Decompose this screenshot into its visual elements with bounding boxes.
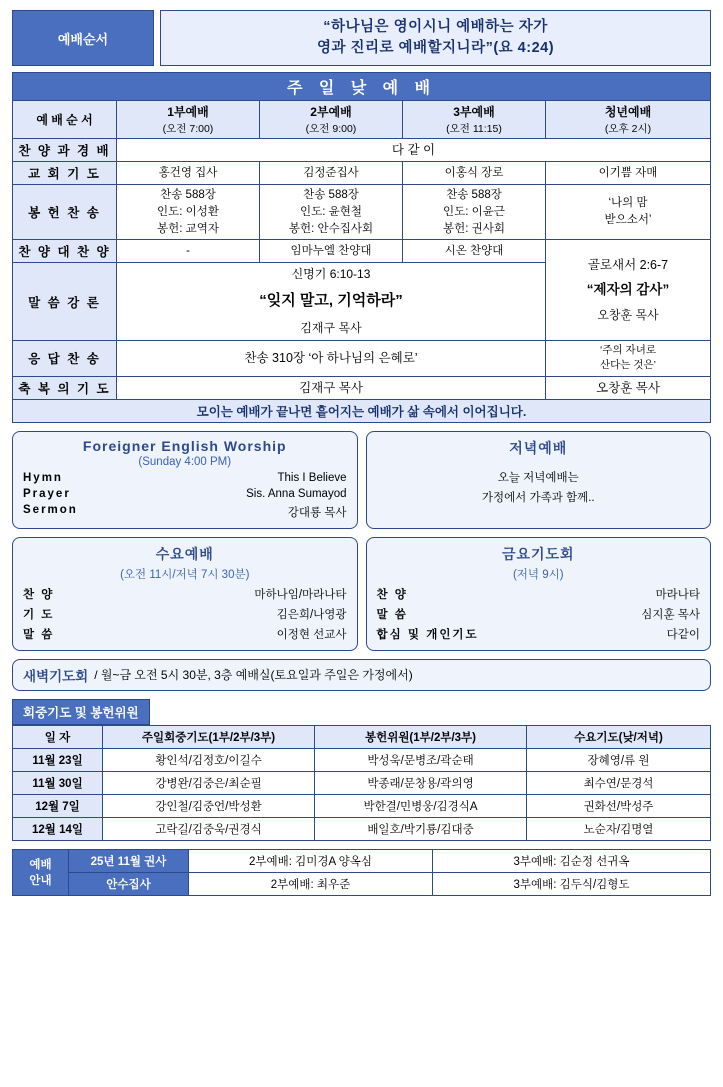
- prayer-col-wednesday-prayer: 수요기도(낮/저녁): [527, 725, 711, 748]
- offering-1-offeror: 봉헌: 교역자: [157, 222, 219, 235]
- response-hymn-youth: [546, 341, 711, 376]
- evening-text-line2: 가정에서 가족과 함께..: [481, 492, 595, 505]
- offering-1-hymn: 찬송 588장: [160, 189, 216, 202]
- wednesday-praise-label: 찬 양: [23, 588, 55, 601]
- worship-cards-row-1: [12, 431, 711, 529]
- col3-label: 3부예배: [453, 105, 495, 120]
- table-row: [13, 771, 711, 794]
- order-of-worship-label: 예배순서: [12, 10, 154, 66]
- row-benediction: [13, 376, 711, 399]
- benediction-value: 김재구 목사: [117, 376, 546, 399]
- wednesday-line-sermon: [23, 626, 347, 642]
- offering-1-leader: 인도: 이성환: [157, 205, 219, 218]
- sermon-title: “잊지 말고, 기억하라”: [259, 291, 403, 309]
- row-label-church-prayer: 교 회 기 도: [13, 162, 117, 185]
- col2-label: 2부예배: [310, 105, 352, 120]
- prayer-row-0-date: 11월 23일: [13, 748, 103, 771]
- prayer-row-3-offering: 배일호/박기룡/김대중: [315, 817, 527, 840]
- row-response-hymn: [13, 341, 711, 376]
- row-value-praise: 다 같 이: [117, 139, 711, 162]
- verse-line-1: “하나님은 영이시니 예배하는 자가: [323, 19, 548, 35]
- foreigner-hymn-label: Hymn: [23, 471, 63, 484]
- prayer-row-2-date: 12월 7일: [13, 794, 103, 817]
- footer-role-0: 25년 11월 권사: [69, 849, 189, 872]
- closing-note: 모이는 예배가 끝나면 흩어지는 예배가 삶 속에서 이어집니다.: [13, 399, 711, 422]
- friday-sermon-value: 심지훈 목사: [641, 608, 700, 621]
- choir-service-1: -: [117, 240, 260, 263]
- offering-hymn-service-1: [117, 185, 260, 240]
- foreigner-time: (Sunday 4:00 PM): [138, 455, 232, 468]
- friday-group-prayer-label: 합심 및 개인기도: [376, 628, 479, 641]
- card-friday-prayer-meeting: [366, 537, 712, 651]
- wednesday-title: 수요예배: [155, 545, 214, 562]
- verse-line-2: 영과 진리로 예배할지니라”(요 4:24): [316, 40, 555, 57]
- wednesday-sermon-value: 이정현 선교사: [276, 628, 347, 641]
- wednesday-line-praise: [23, 586, 347, 602]
- church-prayer-service-2: 김정준집사: [260, 162, 403, 185]
- prayer-col-offering-committee: 봉헌위원(1부/2부/3부): [315, 725, 527, 748]
- friday-time: (저녁 9시): [512, 568, 564, 581]
- offering-3-leader: 인도: 이윤근: [443, 205, 505, 218]
- row-offering-hymn: [13, 185, 711, 240]
- wednesday-sermon-label: 말 씀: [23, 628, 55, 641]
- church-prayer-service-1: 홍건영 집사: [117, 162, 260, 185]
- foreigner-sermon-label: Sermon: [23, 503, 78, 516]
- wednesday-praise-value: 마하나임/마라나타: [254, 588, 347, 601]
- choir-service-2: 임마누엘 찬양대: [260, 240, 403, 263]
- prayer-row-1-date: 11월 30일: [13, 771, 103, 794]
- prayer-section-title: 회중기도 및 봉헌위원: [12, 699, 150, 725]
- worship-guide-label-line1: 예배: [29, 859, 52, 872]
- friday-line-group-prayer: [377, 626, 701, 642]
- youth-sermon-cell: [546, 240, 711, 341]
- col2-time: (오전 9:00): [305, 123, 357, 136]
- church-prayer-service-3: 이홍식 장로: [403, 162, 546, 185]
- col4-time: (오후 2시): [604, 123, 652, 136]
- evening-title: 저녁예배: [509, 439, 568, 456]
- top-banner: [12, 10, 711, 66]
- offering-2-hymn: 찬송 588장: [303, 189, 359, 202]
- prayer-row-3-sunday: 고락길/김중욱/권경식: [103, 817, 315, 840]
- sermon-preacher: 김재구 목사: [300, 320, 362, 335]
- row-label-benediction: 축 복 의 기 도: [13, 376, 117, 399]
- col0-label: 예 배 순 서: [36, 113, 93, 128]
- foreigner-title: Foreigner English Worship: [82, 437, 287, 454]
- footer-row-0: [13, 849, 711, 872]
- row-label-sermon: 말 씀 강 론: [13, 263, 117, 341]
- row-label-choir: 찬 양 대 찬 양: [13, 240, 117, 263]
- worship-cards-row-2: [12, 537, 711, 651]
- offering-youth-line2: 받으소서’: [604, 214, 652, 227]
- column-header-service-2: [260, 101, 403, 139]
- foreigner-line-hymn: [23, 472, 347, 484]
- prayer-row-0-offering: 박성욱/문병조/곽순태: [315, 748, 527, 771]
- prayer-col-sunday-prayer: 주일회중기도(1부/2부/3부): [103, 725, 315, 748]
- offering-3-offeror: 봉헌: 권사회: [443, 222, 505, 235]
- table-row: [13, 748, 711, 771]
- column-header-order: [13, 101, 117, 139]
- footer-role-1: 안수집사: [69, 872, 189, 895]
- table-row: [13, 794, 711, 817]
- row-label-response: 응 답 찬 송: [13, 341, 117, 376]
- offering-hymn-service-3: [403, 185, 546, 240]
- row-choir: [13, 240, 711, 263]
- foreigner-prayer-value: Sis. Anna Sumayod: [246, 487, 347, 500]
- evening-text: [377, 468, 701, 509]
- youth-preacher: 오창훈 목사: [597, 308, 659, 323]
- prayer-row-1-offering: 박종래/문창용/곽의영: [315, 771, 527, 794]
- table-title: 주 일 낮 예 배: [13, 73, 711, 101]
- footer-third-service-0: 3부예배: 김순정 선귀옥: [433, 849, 711, 872]
- friday-sermon-label: 말 씀: [376, 608, 408, 621]
- table-header-row: [13, 101, 711, 139]
- offering-3-hymn: 찬송 588장: [446, 189, 502, 202]
- sermon-scripture: 신명기 6:10-13: [291, 267, 371, 282]
- dawn-detail: / 월~금 오전 5시 30분, 3층 예배실(토요일과 주일은 가정에서): [94, 668, 413, 683]
- prayer-col-date: 일 자: [13, 725, 103, 748]
- foreigner-hymn-value: This I Believe: [277, 471, 347, 484]
- prayer-row-2-sunday: 강인철/김중언/박성환: [103, 794, 315, 817]
- row-label-praise: 찬 양 과 경 배: [13, 139, 117, 162]
- row-label-offering-hymn: 봉 헌 찬 송: [13, 185, 117, 240]
- prayer-offering-table: [12, 725, 711, 841]
- benediction-youth: 오창훈 목사: [546, 376, 711, 399]
- friday-line-sermon: [377, 606, 701, 622]
- prayer-row-3-wednesday: 노순자/김명열: [527, 817, 711, 840]
- table-row: [13, 817, 711, 840]
- foreigner-prayer-label: Prayer: [23, 487, 71, 500]
- choir-service-3: 시온 찬양대: [403, 240, 546, 263]
- offering-2-offeror: 봉헌: 안수집사회: [288, 222, 374, 235]
- scripture-verse: [160, 10, 711, 66]
- worship-guide-label-line2: 안내: [29, 875, 52, 888]
- row-closing-note: [13, 399, 711, 422]
- response-hymn-value: 찬송 310장 ‘아 하나님의 은혜로’: [117, 341, 546, 376]
- prayer-row-1-wednesday: 최수연/문경석: [527, 771, 711, 794]
- offering-hymn-service-2: [260, 185, 403, 240]
- prayer-row-2-wednesday: 권화선/박성주: [527, 794, 711, 817]
- sermon-cell: [117, 263, 546, 341]
- foreigner-line-prayer: [23, 488, 347, 500]
- prayer-row-3-date: 12월 14일: [13, 817, 103, 840]
- prayer-row-1-sunday: 강병완/김중은/최순필: [103, 771, 315, 794]
- foreigner-sermon-value: 강대룡 목사: [287, 506, 347, 519]
- dawn-title: 새벽기도회: [23, 668, 89, 684]
- response-youth-line1: ‘주의 자녀로: [600, 344, 656, 357]
- footer-row-1: [13, 872, 711, 895]
- youth-scripture: 골로새서 2:6-7: [587, 257, 669, 272]
- col3-time: (오전 11:15): [446, 123, 502, 136]
- col1-time: (오전 7:00): [162, 123, 214, 136]
- worship-guide-label: [13, 849, 69, 895]
- table-title-row: [13, 73, 711, 101]
- offering-youth-line1: ‘나의 맘: [608, 197, 648, 210]
- offering-2-leader: 인도: 윤현철: [300, 205, 362, 218]
- wednesday-prayer-value: 김은희/나영광: [276, 608, 347, 621]
- column-header-service-1: [117, 101, 260, 139]
- footer-second-service-0: 2부예배: 김미경A 양옥심: [189, 849, 433, 872]
- friday-praise-label: 찬 양: [376, 588, 408, 601]
- friday-praise-value: 마라나타: [655, 588, 700, 601]
- prayer-row-0-sunday: 황인석/김정호/이길수: [103, 748, 315, 771]
- friday-group-prayer-value: 다같이: [666, 628, 700, 641]
- card-wednesday-worship: [12, 537, 358, 651]
- footer-third-service-1: 3부예배: 김두식/김형도: [433, 872, 711, 895]
- row-church-prayer: [13, 162, 711, 185]
- wednesday-prayer-label: 기 도: [23, 608, 55, 621]
- col4-label: 청년예배: [604, 105, 652, 120]
- row-praise-worship: [13, 139, 711, 162]
- offering-hymn-youth: [546, 185, 711, 240]
- column-header-youth: [546, 101, 711, 139]
- card-dawn-prayer: [12, 659, 711, 691]
- friday-title: 금요기도회: [501, 545, 575, 562]
- footer-second-service-1: 2부예배: 최우준: [189, 872, 433, 895]
- foreigner-line-sermon: [23, 504, 347, 520]
- column-header-service-3: [403, 101, 546, 139]
- response-youth-line2: 산다는 것은’: [600, 359, 656, 372]
- wednesday-time: (오전 11시/저녁 7시 30분): [120, 568, 250, 581]
- col1-label: 1부예배: [167, 105, 209, 120]
- worship-guide-table: [12, 849, 711, 896]
- prayer-header-row: [13, 725, 711, 748]
- card-evening-worship: [366, 431, 712, 529]
- prayer-row-0-wednesday: 장혜영/류 원: [527, 748, 711, 771]
- sunday-worship-table: [12, 72, 711, 423]
- youth-sermon-title: “제자의 감사”: [586, 281, 670, 297]
- wednesday-line-prayer: [23, 606, 347, 622]
- church-prayer-youth: 이기쁨 자매: [546, 162, 711, 185]
- evening-text-line1: 오늘 저녁예배는: [497, 471, 579, 484]
- friday-line-praise: [377, 586, 701, 602]
- prayer-row-2-offering: 박한결/민병웅/김경식A: [315, 794, 527, 817]
- card-foreigner-worship: [12, 431, 358, 529]
